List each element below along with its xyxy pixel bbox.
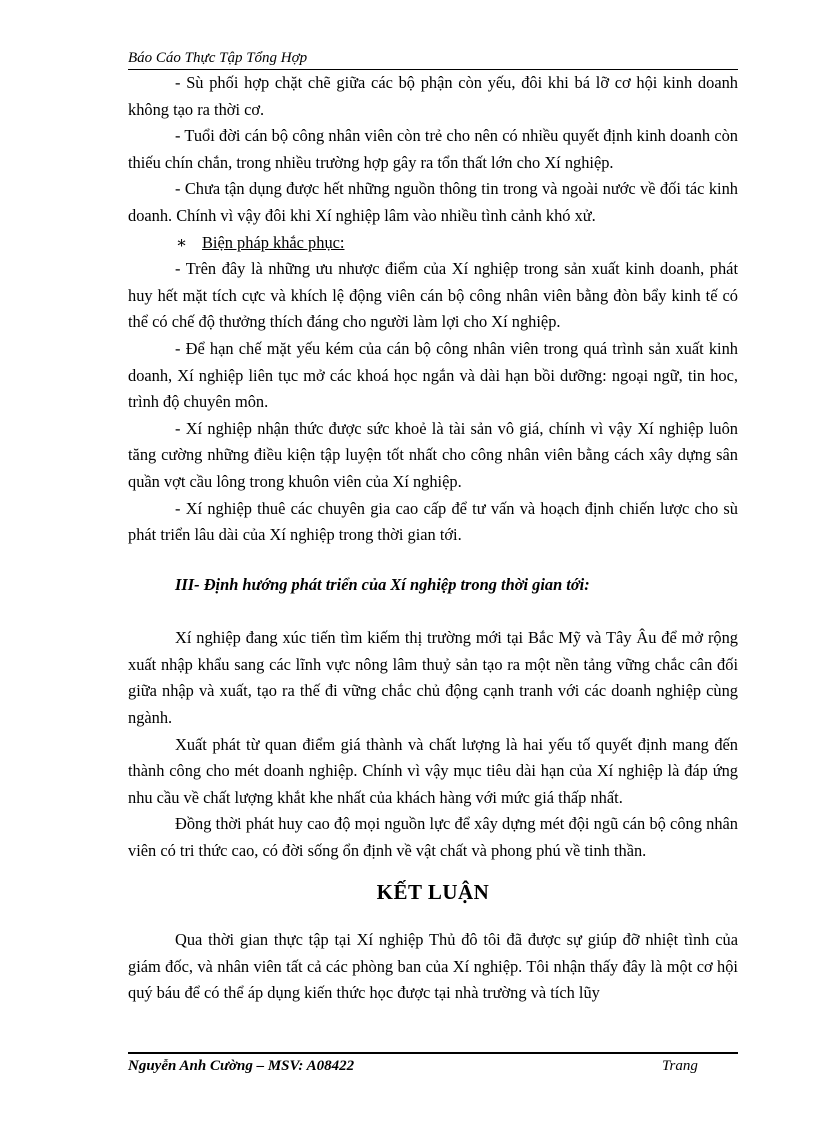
measures-label-text: Biện pháp khắc phục: (202, 232, 345, 252)
paragraph-conclusion: Qua thời gian thực tập tại Xí nghiệp Thủ đô tôi đã được sự giúp đỡ nhiệt tình của giám đốc, và nhân viên tất cả các phòng ban của Xí nghiệp. Tôi nhận thấy đây là một cơ hội quý báu để có thể áp dụng kiến thức học được tại nhà trường và tích lũy (128, 930, 738, 1003)
paragraph-weakness-young-staff: - Tuổi đời cán bộ công nhân viên còn trẻ cho nên có nhiều quyết định kinh doanh còn thiếu chín chắn, trong nhiều trường hợp gây ra tổn thất lớn cho Xí nghiệp. (128, 126, 738, 172)
running-header: Báo Cáo Thực Tập Tổng Hợp (128, 50, 308, 66)
paragraph-market-expansion: Xí nghiệp đang xúc tiến tìm kiếm thị trường mới tại Bắc Mỹ và Tây Âu để mở rộng xuất nhập khẩu sang các lĩnh vực nông lâm thuỷ sản tạo ra một nền tảng vững chắc cân đối giữa nhập và xuất, tạo ra thế đi vững chắc chủ động cạnh tranh với các doanh nghiệp cùng ngành. (128, 628, 738, 728)
document-body (128, 70, 738, 1007)
paragraph-weakness-coordination: - Sù phối hợp chặt chẽ giữa các bộ phận còn yếu, đôi khi bá lỡ cơ hội kinh doanh không tạo ra thời cơ. (128, 73, 738, 119)
measures-label (128, 230, 738, 257)
paragraph-measure-consultants: - Xí nghiệp thuê các chuyên gia cao cấp để tư vấn và hoạch định chiến lược cho sù phát triển lâu dài của Xí nghiệp trong thời gian tới. (128, 498, 738, 545)
footer-rule (128, 1052, 738, 1054)
paragraph-measure-incentives: - Trên đây là những ưu nhược điểm của Xí nghiệp trong sản xuất kinh doanh, phát huy hết mặt tích cực và khích lệ động viên cán bộ công nhân viên bằng đòn bẩy kinh tế có thể có chế độ thưởng thích đáng cho người làm lợi cho Xí nghiệp. (128, 259, 738, 332)
footer-page-label: Trang (662, 1058, 698, 1074)
paragraph-human-resources: Đồng thời phát huy cao độ mọi nguồn lực để xây dựng mét đội ngũ cán bộ công nhân viên có tri thức cao, có đời sống ổn định về vật chất và phong phú về tinh thần. (128, 814, 738, 861)
paragraph-weakness-information: - Chưa tận dụng được hết những nguồn thông tin trong và ngoài nước về đối tác kinh doanh. Chính vì vậy đôi khi Xí nghiệp lâm vào nhiều tình cảnh khó xử. (128, 179, 738, 225)
paragraph-quality-goal: Xuất phát từ quan điểm giá thành và chất lượng là hai yếu tố quyết định mang đến thành công cho mét doanh nghiệp. Chính vì vậy mục tiêu dài hạn của Xí nghiệp là đáp ứng nhu cầu về chất lượng khắt khe nhất của khách hàng với mức giá thấp nhất. (128, 734, 738, 807)
footer-author: Nguyễn Anh Cường – MSV: A08422 (128, 1058, 355, 1074)
paragraph-measure-training: - Để hạn chế mặt yếu kém của cán bộ công nhân viên trong quá trình sản xuất kinh doanh, Xí nghiệp liên tục mở các khoá học ngắn và dài hạn bồi dưỡng: ngoại ngữ, tin hoc, trình độ chuyên môn. (128, 338, 738, 412)
section-heading-orientation: III- Định hướng phát triển của Xí nghiệp trong thời gian tới: (175, 574, 590, 594)
paragraph-measure-health: - Xí nghiệp nhận thức được sức khoẻ là tài sản vô giá, chính vì vậy Xí nghiệp luôn tăng cường những điều kiện tập luyện tốt nhất cho công nhân viên bằng cách xây dựng sân quần vợt cầu lông trong khuôn viên của Xí nghiệp. (128, 418, 738, 491)
bullet-star-icon: ∗ (176, 232, 188, 252)
conclusion-title: KẾT LUẬN (376, 879, 490, 904)
